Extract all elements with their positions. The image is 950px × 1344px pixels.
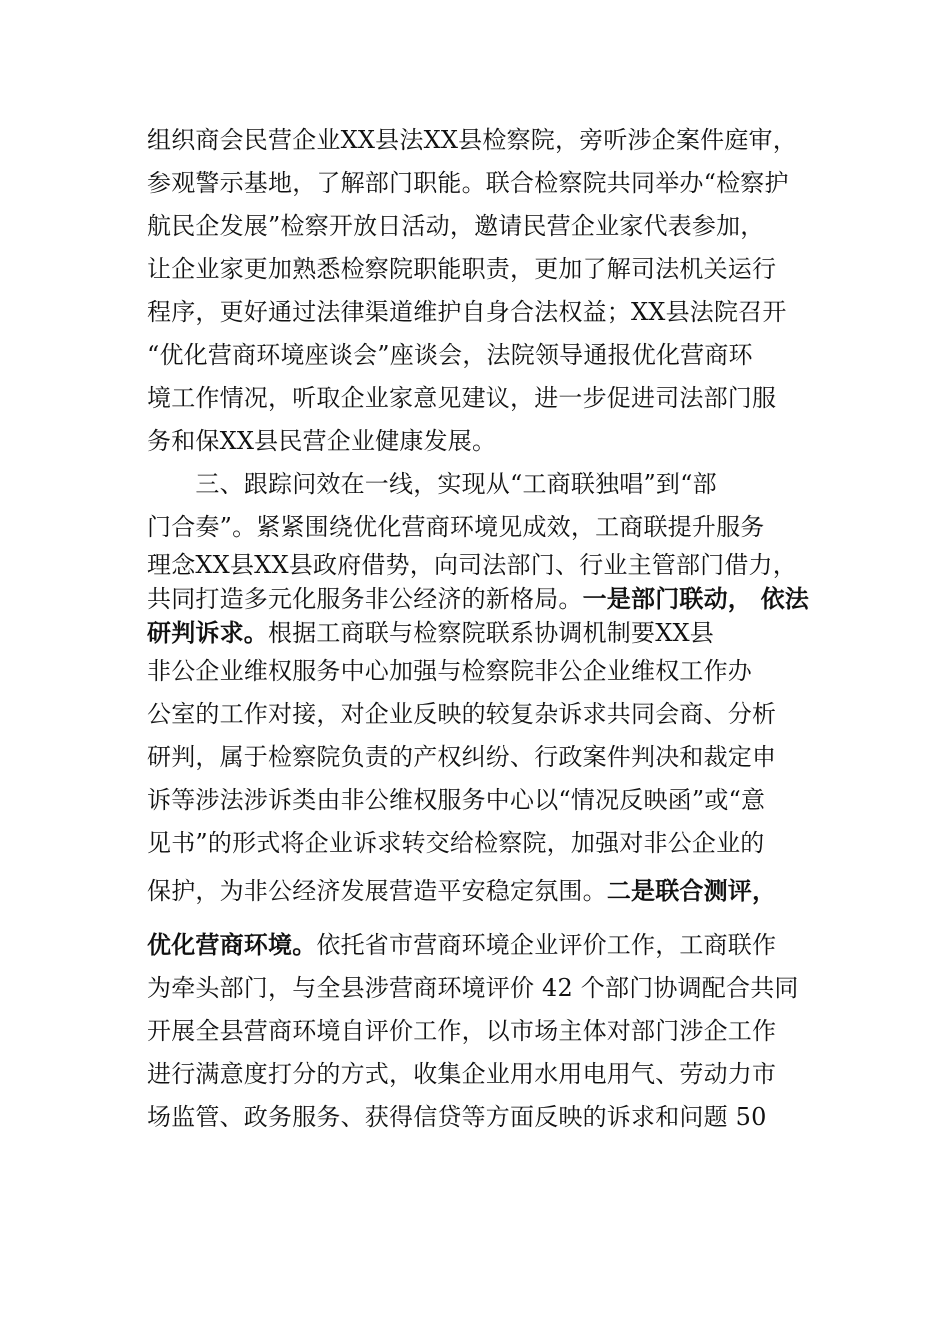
text-line: 参观警示基地，了解部门职能。联合检察院共同举办“检察护 [147, 169, 789, 197]
text-line: 航民企发展”检察开放日活动，邀请民营企业家代表参加， [147, 212, 765, 240]
text-run: 保护，为非公经济发展营造平安稳定氛围。 [147, 877, 607, 905]
bold-subheading: 研判诉求。 [147, 619, 268, 647]
text-run: 根据工商联与检察院联系协调机制要XX县 [268, 619, 714, 647]
text-line: 开展全县营商环境自评价工作，以市场主体对部门涉企工作 [147, 1017, 777, 1045]
text-line: 组织商会民营企业XX县法XX县检察院，旁听涉企案件庭审， [147, 126, 797, 154]
text-line: 场监管、政务服务、获得信贷等方面反映的诉求和问题 50 [147, 1103, 767, 1131]
text-line: 门合奏”。紧紧围绕优化营商环境见成效，工商联提升服务 [147, 513, 765, 541]
text-line: 研判，属于检察院负责的产权纠纷、行政案件判决和裁定申 [147, 743, 777, 771]
text-line [147, 584, 817, 614]
bold-subheading: 优化营商环境。 [147, 931, 317, 959]
text-line [147, 876, 817, 906]
text-run: 依托省市营商环境企业评价工作，工商联作 [316, 931, 777, 959]
text-line [147, 930, 817, 960]
text-line: 公室的工作对接，对企业反映的较复杂诉求共同会商、分析 [147, 700, 777, 728]
text-line: 程序，更好通过法律渠道维护自身合法权益；XX县法院召开 [147, 298, 787, 326]
bold-subheading: 二是联合测评， [606, 877, 777, 905]
section-heading-line: 三、跟踪问效在一线，实现从“工商联独唱”到“部 [147, 470, 717, 498]
text-run: 共同打造多元化服务非公经济的新格局。 [147, 585, 583, 613]
text-line: 非公企业维权服务中心加强与检察院非公企业维权工作办 [147, 657, 752, 685]
text-line: “优化营商环境座谈会”座谈会，法院领导通报优化营商环 [147, 341, 753, 369]
text-line: 进行满意度打分的方式，收集企业用水用电用气、劳动力市 [147, 1060, 777, 1088]
text-line: 见书”的形式将企业诉求转交给检察院，加强对非公企业的 [147, 829, 765, 857]
text-line: 诉等涉法涉诉类由非公维权服务中心以“情况反映函”或“意 [147, 786, 766, 814]
text-line: 务和保XX县民营企业健康发展。 [147, 427, 497, 455]
text-line: 让企业家更加熟悉检察院职能职责，更加了解司法机关运行 [147, 255, 777, 283]
text-line [147, 618, 817, 648]
text-line: 境工作情况，听取企业家意见建议，进一步促进司法部门服 [147, 384, 777, 412]
text-line: 为牵头部门，与全县涉营商环境评价 42 个部门协调配合共同 [147, 974, 799, 1002]
bold-subheading: 一是部门联动， 依法 [582, 585, 809, 613]
text-line: 理念XX县XX县政府借势，向司法部门、行业主管部门借力， [147, 551, 797, 579]
